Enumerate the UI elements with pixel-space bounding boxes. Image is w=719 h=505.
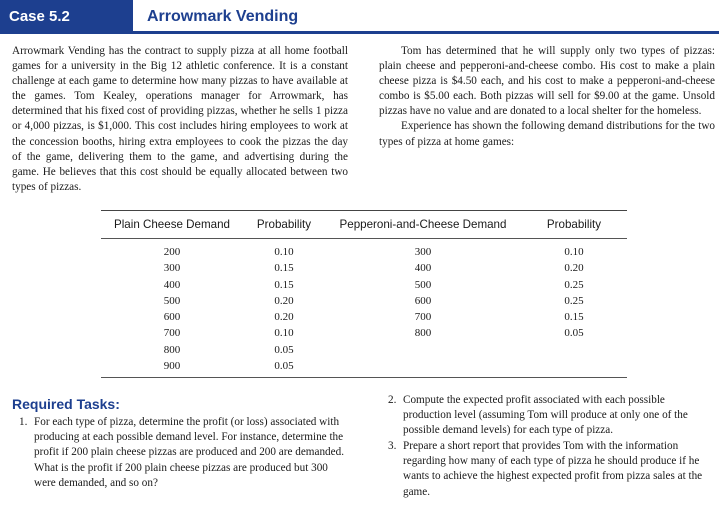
table-header-row: [101, 211, 627, 239]
demand-paragraph: Experience has shown the following demand distributions for the two types of pizza at home games:: [379, 120, 715, 148]
pepperoni-demand-cell: 600: [414, 294, 432, 307]
table-row: [101, 293, 627, 309]
plain-probability-cell: 0.10: [274, 327, 294, 340]
pepperoni-probability-cell: [521, 342, 627, 358]
plain-probability-cell: 0.20: [274, 294, 294, 307]
plain-demand-cell: 900: [101, 358, 243, 378]
plain-demand-cell: 300: [163, 262, 181, 275]
case-label: Case 5.2: [0, 0, 133, 34]
pepperoni-demand-cell: 300: [414, 246, 432, 258]
right-column: [379, 44, 715, 150]
pepperoni-demand-cell: 700: [414, 311, 432, 324]
table-row: [101, 358, 627, 378]
plain-probability-cell: 0.05: [243, 358, 325, 378]
left-column: [12, 44, 348, 195]
header-rule: [133, 31, 719, 34]
header-plain-demand: Plain Cheese Demand: [113, 218, 230, 231]
case-header: [0, 0, 719, 34]
table-row: [101, 239, 627, 261]
plain-demand-cell: 700: [163, 327, 181, 340]
tasks-heading: Required Tasks:: [12, 396, 120, 412]
pepperoni-demand-cell: 800: [414, 327, 432, 340]
pepperoni-demand-cell: 500: [414, 278, 432, 291]
case-title: Arrowmark Vending: [147, 8, 299, 25]
plain-probability-cell: 0.15: [274, 278, 294, 291]
task-number: 1.: [19, 416, 28, 428]
table-row: [101, 260, 627, 276]
pepperoni-demand-cell: 400: [414, 262, 432, 275]
plain-probability-cell: 0.05: [274, 343, 294, 356]
pepperoni-probability-cell: 0.25: [564, 294, 584, 307]
pepperoni-demand-cell: [325, 358, 521, 378]
pepperoni-probability-cell: 0.05: [564, 327, 584, 340]
pepperoni-probability-cell: 0.10: [564, 246, 584, 258]
pepperoni-probability-cell: 0.20: [564, 262, 584, 275]
pepperoni-probability-cell: 0.25: [564, 278, 584, 291]
plain-probability-cell: 0.15: [274, 262, 294, 275]
header-pepperoni-probability: Probability: [546, 218, 602, 231]
task-text: Compute the expected profit associated with each possible production level (assuming Tom will produce at only one of the possible demand levels) for each type of pizza.: [403, 394, 688, 437]
demand-table: [101, 210, 627, 378]
pepperoni-demand-cell: [325, 342, 521, 358]
plain-demand-cell: 400: [163, 278, 181, 291]
table-row: [101, 342, 627, 358]
task-text: For each type of pizza, determine the profit (or loss) associated with producing at each possible demand level. For instance, determine the profit if 200 plain cheese pizzas are produced and 200 are demanded. What is the profit if 200 plain cheese pizzas are produced but 300 were demanded, and so on?: [34, 416, 345, 489]
task-number: 2.: [388, 394, 397, 406]
plain-demand-cell: 800: [163, 343, 181, 356]
intro-paragraph: Arrowmark Vending has the contract to supply pizza at all home football games for a university in the Big 12 athletic conference. It is a constant challenge at each game to determine how many pizzas to have available at the games. Tom Kealey, operations manager for Arrowmark, has determined that his fixed cost of providing pizzas, whether he sells 1 pizza or 4,000 pizzas, is $1,000. This cost includes hiring employees to work at the concession booths, hiring extra employees to cook the pizzas the day of the game, delivering them to the game, and advertising during the game. He believes that this cost should be equally allocated between two types of pizzas.: [12, 45, 348, 193]
pepperoni-probability-cell: [521, 358, 627, 378]
cost-paragraph: Tom has determined that he will supply only two types of pizzas: plain cheese and pepperoni-and-cheese combo. His cost to make a plain cheese pizza is $4.50 each, and his cost to make a pepperoni-and-cheese combo is $5.00 each. Both pizzas will sell for $9.00 at the game. Unsold pizzas have no value and are donated to a local shelter for the homeless.: [379, 45, 715, 118]
table-row: [101, 309, 627, 325]
header-pepperoni-demand: Pepperoni-and-Cheese Demand: [339, 218, 507, 231]
task-number: 3.: [388, 440, 397, 452]
plain-probability-cell: 0.10: [274, 246, 294, 258]
task-text: Prepare a short report that provides Tom with the information regarding how many of each type of pizza he should produce if he wants to achieve the highest expected profit from pizza sales at the game.: [403, 440, 703, 498]
table-row: [101, 325, 627, 341]
plain-demand-cell: 600: [163, 311, 181, 324]
plain-demand-cell: 200: [163, 246, 181, 258]
plain-probability-cell: 0.20: [274, 311, 294, 324]
header-plain-probability: Probability: [256, 218, 312, 231]
table-row: [101, 277, 627, 293]
plain-demand-cell: 500: [163, 294, 181, 307]
pepperoni-probability-cell: 0.15: [564, 311, 584, 324]
